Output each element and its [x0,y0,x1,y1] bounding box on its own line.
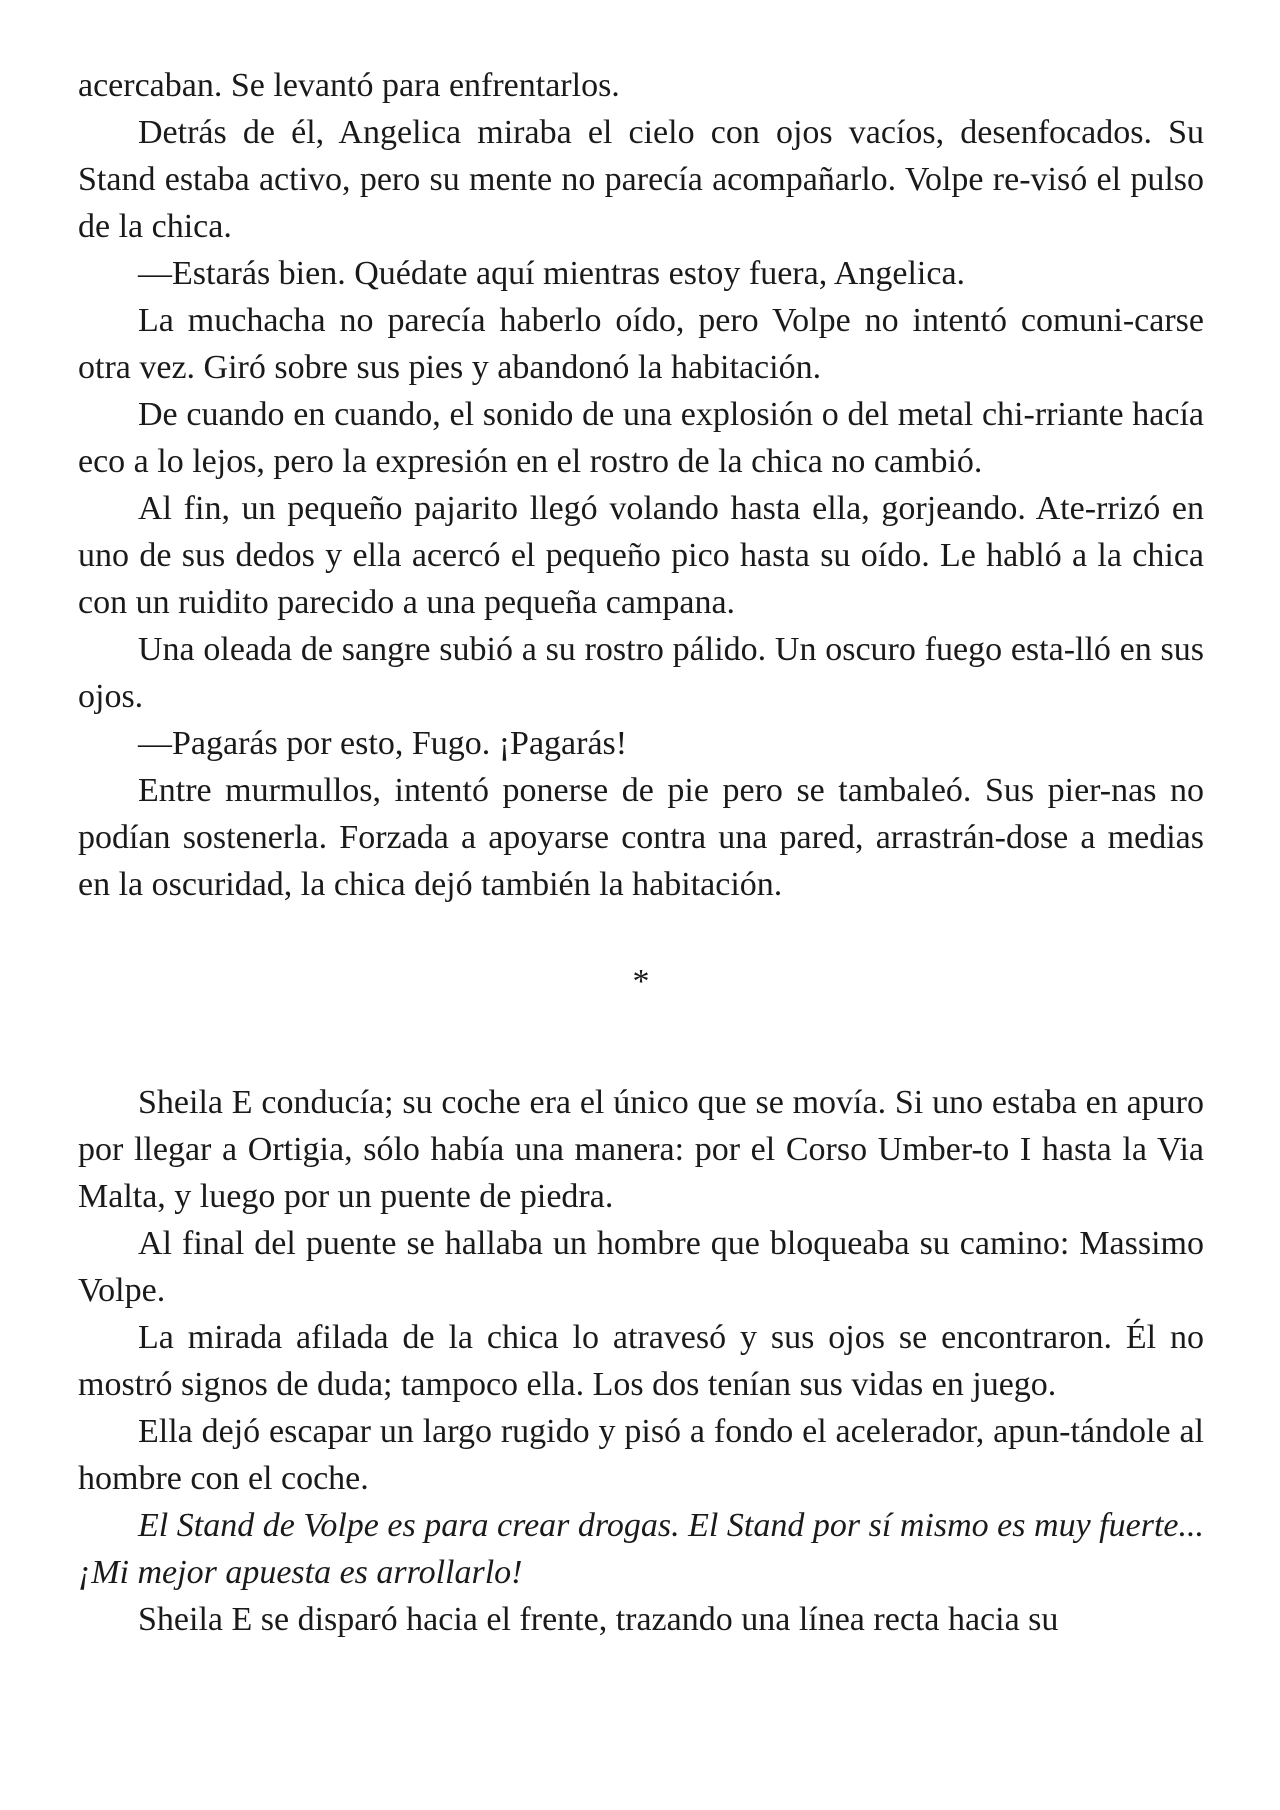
paragraph: acercaban. Se levantó para enfrentarlos. [78,67,620,104]
page-text [78,62,1204,1643]
paragraph: La mirada afilada de la chica lo atravesó y sus ojos se encontraron. Él no mostró signos de duda; tampoco ella. Los dos tenían sus vidas en juego. [78,1319,1204,1403]
paragraph: Sheila E se disparó hacia el frente, trazando una línea recta hacia su [138,1601,1059,1638]
paragraph: —Pagarás por esto, Fugo. ¡Pagarás! [138,725,628,762]
paragraph: Al final del puente se hallaba un hombre que bloqueaba su camino: Massimo Volpe. [78,1225,1204,1309]
paragraph: Sheila E conducía; su coche era el único que se movía. Si uno estaba en apuro por llegar a Ortigia, sólo había una manera: por el Corso Umber-​to I hasta la Via Malta, y luego por un puente de piedra. [78,1084,1204,1215]
paragraph: La muchacha no parecía haberlo oído, pero Volpe no intentó comuni-​carse otra vez. Giró sobre sus pies y abandonó la habitación. [78,302,1204,386]
section-separator: * [632,963,650,1000]
paragraph: Detrás de él, Angelica miraba el cielo con ojos vacíos, desenfocados. Su Stand estaba activo, pero su mente no parecía acompañarlo. Volpe re-​visó el pulso de la chica. [78,114,1204,245]
paragraph: Entre murmullos, intentó ponerse de pie pero se tambaleó. Sus pier-​nas no podían sostenerla. Forzada a apoyarse contra una pared, arrastrán-​dose a medias en la oscuridad, la chica dejó también la habitación. [78,772,1204,903]
paragraph: —Estarás bien. Quédate aquí mientras estoy fuera, Angelica. [138,255,966,292]
paragraph: Una oleada de sangre subió a su rostro pálido. Un oscuro fuego esta-​lló en sus ojos. [78,631,1204,715]
italic-thought: El Stand de Volpe es para crear drogas. El Stand por sí mismo es muy fuerte... ¡Mi mejor apuesta es arrollarlo! [78,1507,1204,1591]
paragraph: Ella dejó escapar un largo rugido y pisó a fondo el acelerador, apun-​tándole al hombre con el coche. [78,1413,1204,1497]
paragraph: Al fin, un pequeño pajarito llegó volando hasta ella, gorjeando. Ate-​rrizó en uno de sus dedos y ella acercó el pequeño pico hasta su oído. Le habló a la chica con un ruidito parecido a una pequeña campana. [78,490,1204,621]
paragraph: De cuando en cuando, el sonido de una explosión o del metal chi-​rriante hacía eco a lo lejos, pero la expresión en el rostro de la chica no cambió. [78,396,1204,480]
